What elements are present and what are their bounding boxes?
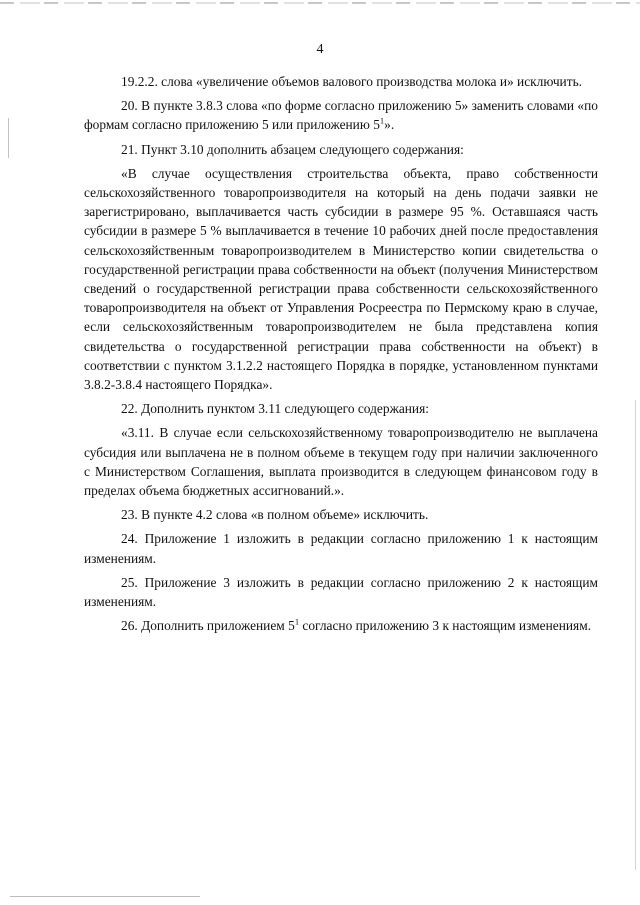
paragraph-20: 20. В пункте 3.8.3 слова «по форме согласно приложению 5» заменить словами «по формам согласно приложению 5 или приложению $5^1$». [84,98,598,133]
paragraph-24: 24. Приложение 1 изложить в редакции согласно приложению 1 к настоящим изменениям. [84,531,598,566]
paragraph-21: 21. Пункт 3.10 дополнить абзацем следующего содержания: [121,141,464,157]
paragraph-23: 23. В пункте 4.2 слова «в полном объеме» исключить. [121,507,429,523]
page-number: 4 [316,42,324,57]
paragraph-22-quote: «3.11. В случае если сельскохозяйственному товаропроизводителю не выплачена субсидия или выплачена не в полном объеме в текущем году при наличии заключенного с Министерством Соглашения, выплата производится в следующем финансовом году в пределах объема бюджетных ассигнований.». [84,425,598,499]
paragraph-22: 22. Дополнить пунктом 3.11 следующего содержания: [121,401,429,417]
scan-top-edge [0,2,640,4]
scan-right-edge [635,400,636,870]
document-body [84,72,598,640]
paragraph-19-2-2: 19.2.2. слова «увеличение объемов валового производства молока и» исключить. [121,74,583,89]
paragraph-25: 25. Приложение 3 изложить в редакции согласно приложению 2 к настоящим изменениям. [84,574,598,610]
scan-margin-mark [8,118,9,158]
scan-bottom-edge [10,896,200,897]
paragraph-26: 26. Дополнить приложением $5^1$ согласно приложению 3 к настоящим изменениям. [121,616,592,634]
paragraph-21-quote: «В случае осуществления строительства объекта, право собственности сельскохозяйственного товаропроизводителя на который на день подачи заявки не зарегистрировано, выплачивается часть субсидии в размере 95 %. Оставшаяся часть субсидии в размере 5 % выплачивается в течение 10 рабочих дней после предоставления сельскохозяйственным товаропроизводителем в Министерство копии свидетельства о государственной регистрации права собственности на объект (получения Министерством сведений о государственной регистрации права собственности сельскохозяйственного товаропроизводителя на объект от Управления Росреестра по Пермскому краю в случае, если сельскохозяйственным товаропроизводителем не была представлена копия свидетельства о государственной регистрации права собственности на объект) в соответствии с пунктом 3.1.2.2 настоящего Порядка в порядке, установленном пунктами 3.8.2-3.8.4 настоящего Порядка». [84,165,598,393]
